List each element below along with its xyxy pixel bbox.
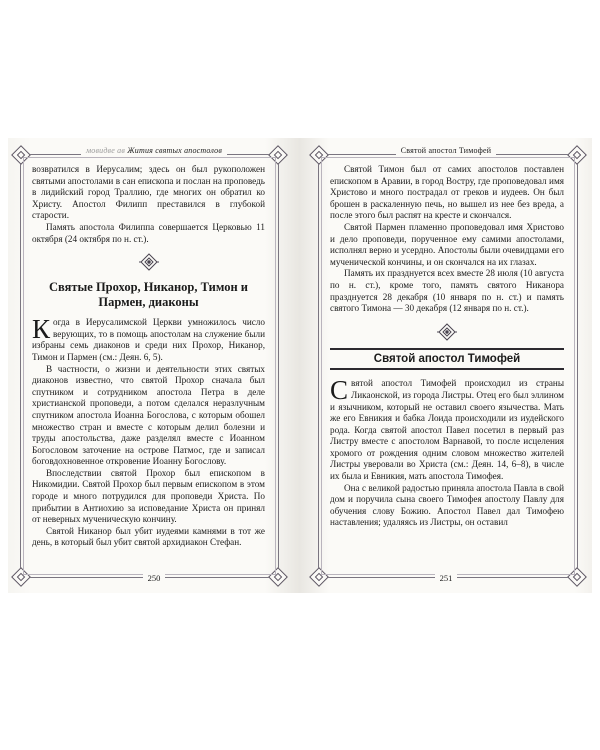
fleuron-icon: [330, 322, 564, 342]
running-head-text: Жития святых апостолов: [127, 146, 223, 155]
section-title: Святой апостол Тимофей: [330, 348, 564, 371]
left-page-content: [32, 164, 265, 549]
running-head-text: Святой апостол Тимофей: [396, 146, 497, 155]
paragraph: Впоследствии святой Прохор был епископом в Никомидии. Святой Прохор был первым епископом в этом городе и много потрудился для проповеди Христа. По прибытии в Антиохию за исповедание Христа он принял от неверных мученическую кончину.: [32, 467, 265, 525]
paragraph: Святой Пармен пламенно проповедовал имя Христово и дело проповеди, порученное ему самими апостолами, исполнял верно и усердно. Апостолы были очевидцами его мученической кончины, и он скончался на их глазах.: [330, 221, 564, 267]
book-spread: [8, 138, 592, 593]
fleuron-icon: [32, 252, 265, 272]
paragraph: Святой Никанор был убит иудеями камнями в тот же день, в который был убит святой архидиакон Стефан.: [32, 525, 265, 548]
paragraph-text: огда в Иерусалимской Церкви умножилось число верующих, то в помощь апостолам на служение были избраны семь диаконов и среди них Прохор, Никанор, Тимон и Пармен (см.: Деян. 6, 5).: [32, 317, 265, 362]
right-page: [300, 138, 592, 593]
right-page-content: [330, 164, 564, 529]
section-title: Святые Прохор, Никанор, Тимон и Пармен, диаконы: [49, 280, 248, 310]
paragraph: В частности, о жизни и деятельности этих святых диаконов известно, что святой Прохор сначала был спутником и сотрудником апостола Петра в деле христианской проповеди, а потом сделался неразлучным спутником апостола Иоанна Богослова, с которым обошел множество стран и вместе с которым делил болезни и труды апостольства, даже разделял вместе с Иоанном Богословом заточение на острове Патмос, где и записал боговдохновенное откровение Иоанну Богослову.: [32, 363, 265, 467]
faint-prefix: мовидве ав: [85, 146, 126, 155]
paragraph: возвратился в Иерусалим; здесь он был рукоположен святыми апостолами в сан епископа и послан на проповедь в лидийский город Траллию, где многих он обратил ко Христу. Апостол Филипп преставился в глубокой старости.: [32, 164, 265, 221]
paragraph: Память апостола Филиппа совершается Церковью 11 октября (24 октября по н. ст.).: [32, 221, 265, 244]
page-number: 250: [8, 573, 300, 583]
paragraph: Она с великой радостью приняла апостола Павла в свой дом и поручила сына своего Тимофея апостолу Павлу для обучения слову Божию. Апостол Павел дал Тимофею наставления; удаляясь из Листры, он оставил: [330, 482, 564, 528]
dropcap: К: [32, 314, 51, 345]
running-head: [300, 146, 592, 155]
dropcap: С: [330, 375, 349, 406]
paragraph: Святой Тимон был от самих апостолов поставлен епископом в Аравии, в город Востру, где проповедовал имя Христово и много пострадал от греков и иудеев. Он был брошен в раскаленную печь, но вышел из нее без вреда, а после этого был распят на кресте и скончался.: [330, 164, 564, 221]
section-first-paragraph: [330, 375, 564, 482]
running-head: [8, 146, 300, 155]
section-first-paragraph: [32, 314, 265, 363]
paragraph: Память их празднуется всех вместе 28 июля (10 августа по н. ст.), кроме того, память святого Никанора празднуется 28 декабря (10 января по н. ст.) и память святого Тимона — 30 декабря (12 января по н. ст.).: [330, 268, 564, 314]
paragraph-text: вятой апостол Тимофей происходил из страны Ликаонской, из города Листры. Отец его был эллином и язычником, который не оставил своего язычества. Мать же его Евникия и бабка Лоида происходили из иудейского рода. Когда святой апостол Павел посетил в первый раз Листру вместе с апостолом Варнавой, то после исцеления хромого от рождения одним словом множество жителей Листры уверовали во Христа (см.: Деян. 14, 6–8), в числе их была и Евникия, мать апостола Тимофея.: [330, 378, 564, 482]
page-number: 251: [300, 573, 592, 583]
left-page: [8, 138, 300, 593]
